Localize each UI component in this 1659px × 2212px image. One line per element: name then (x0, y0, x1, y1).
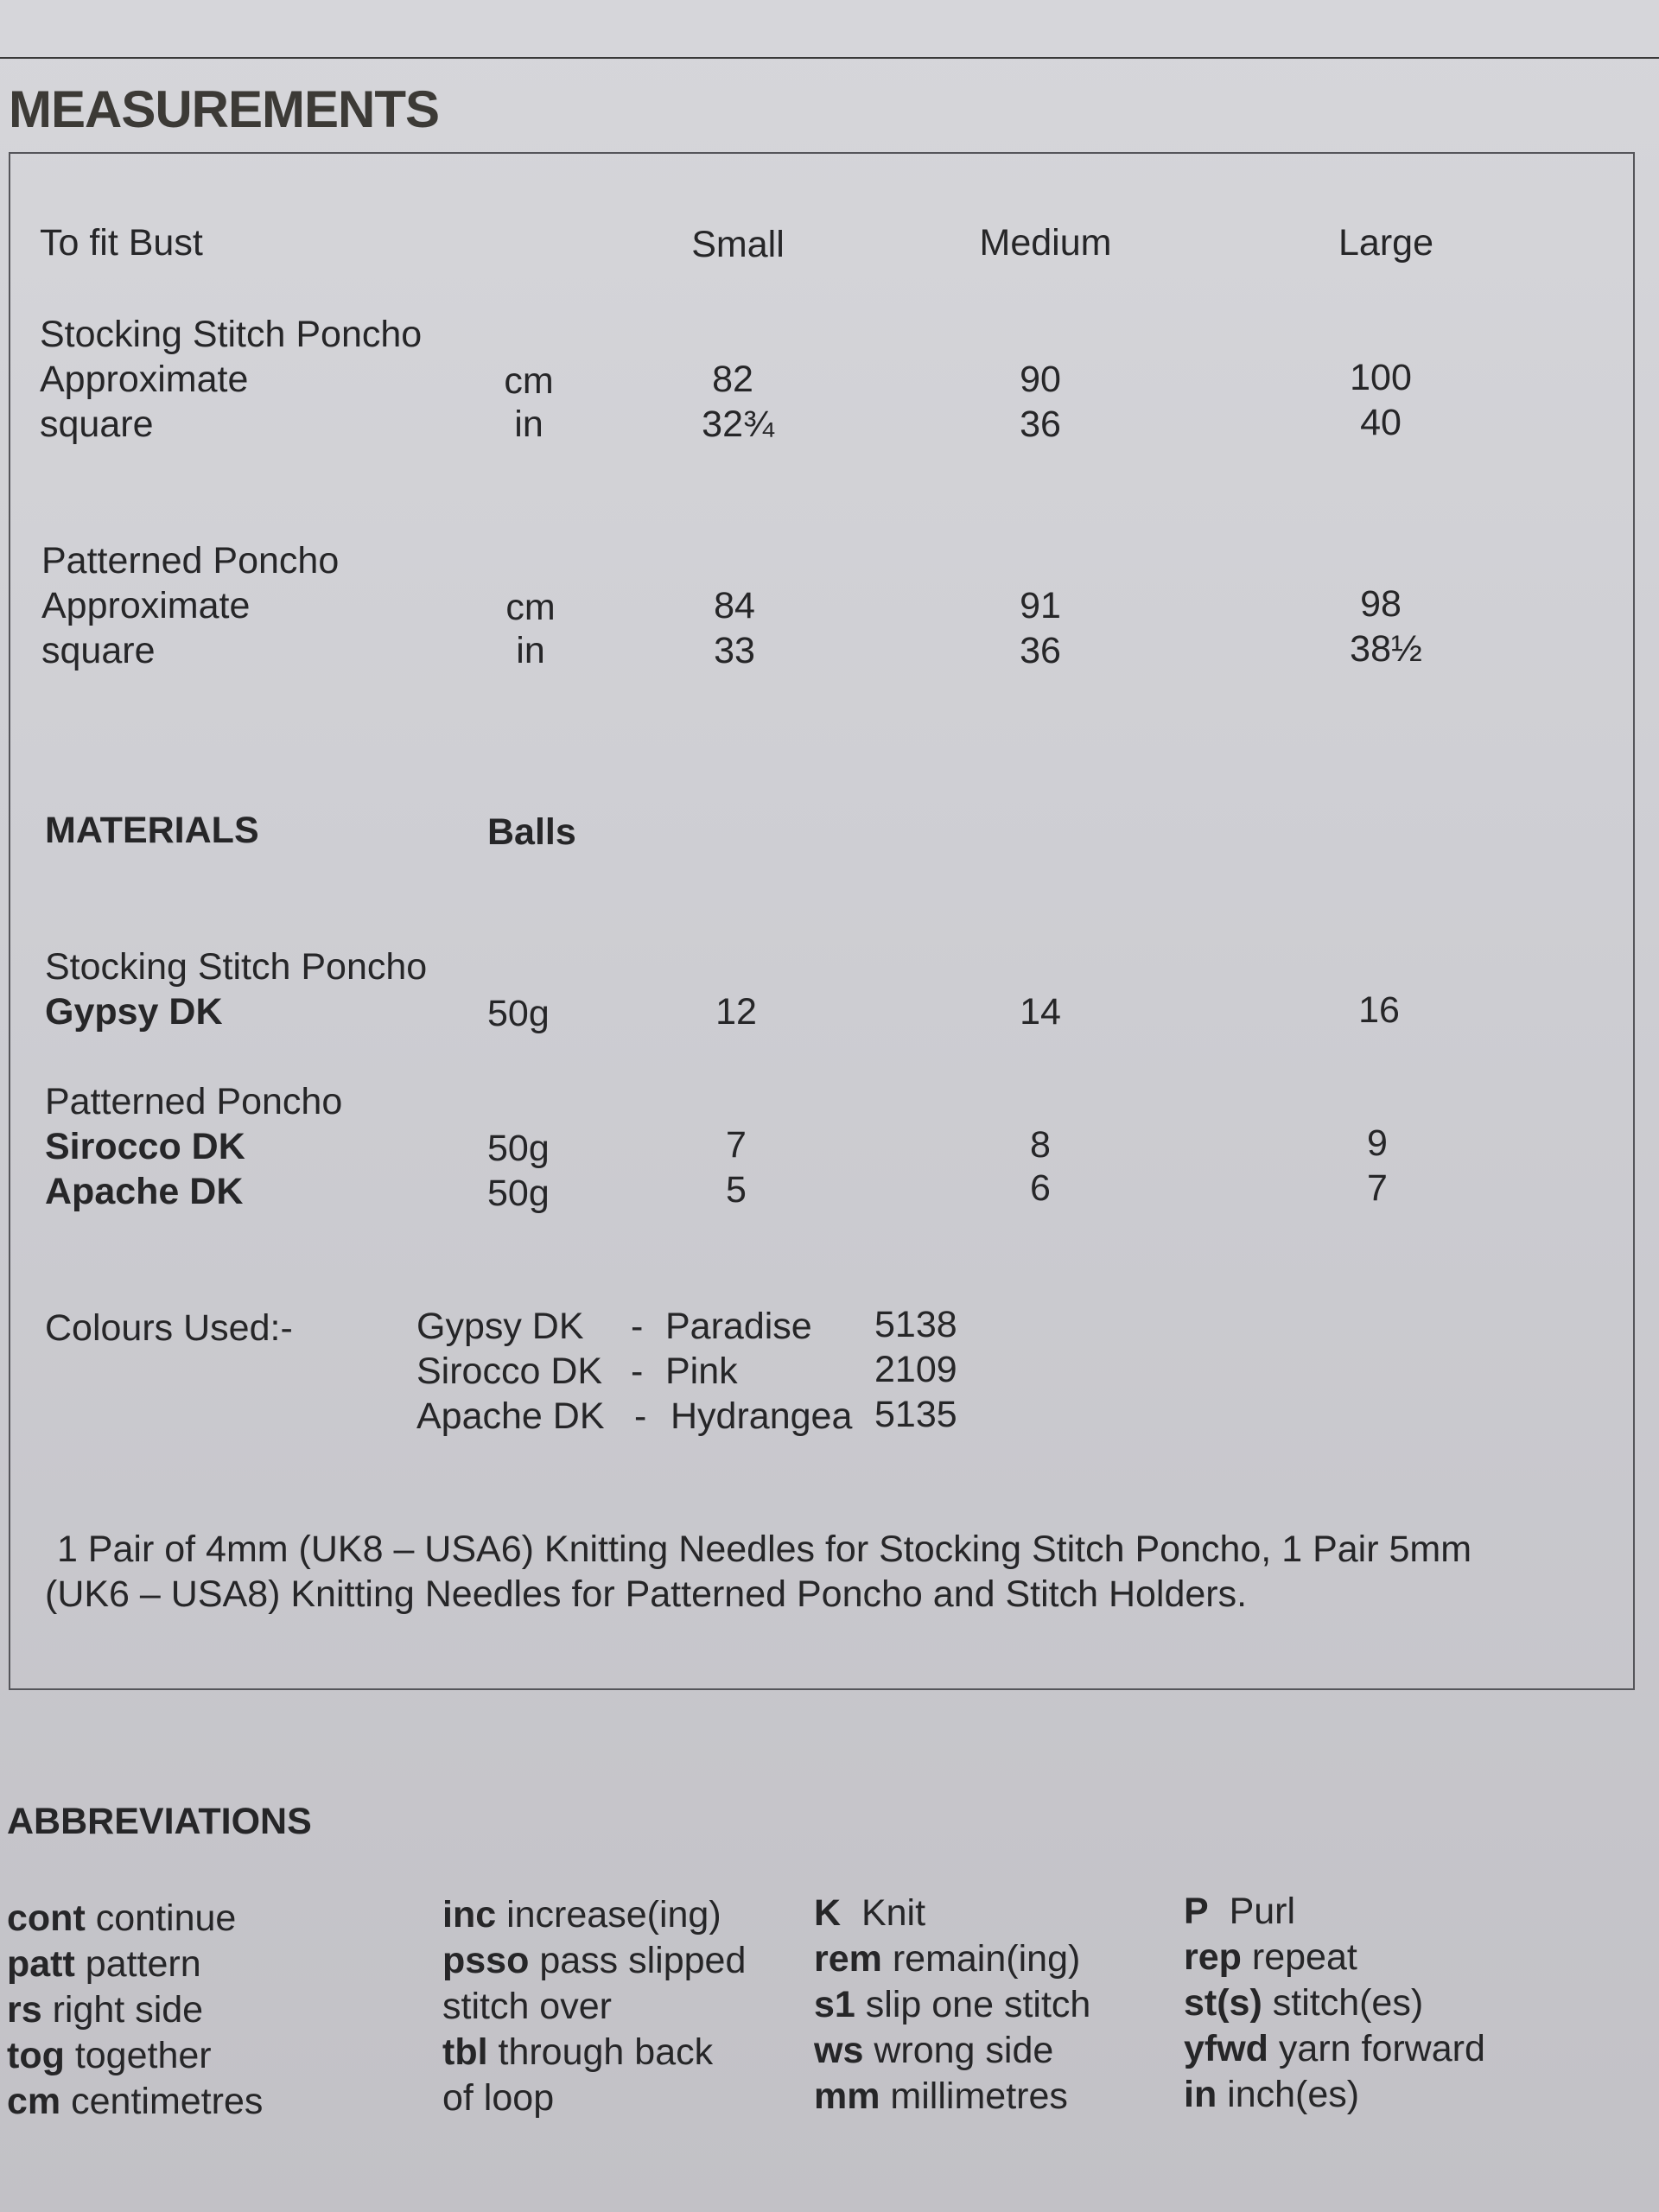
patterned-in-large: 38½ (1350, 628, 1422, 670)
sirocco-small: 7 (726, 1124, 747, 1166)
abbreviations-column-4 (1184, 1889, 1485, 2118)
abbreviation-item (814, 1936, 1090, 1982)
abbreviation-meaning: pattern (85, 1943, 201, 1985)
size-small: Small (691, 224, 785, 265)
abbreviation-meaning: continue (95, 1897, 237, 1939)
abbreviation-meaning: pass slipped (539, 1940, 747, 1981)
abbreviation-term: ws (814, 2030, 864, 2071)
abbreviation-meaning: centimetres (71, 2081, 264, 2122)
abbreviation-item (7, 2033, 263, 2079)
abbreviation-meaning: together (74, 2035, 212, 2076)
measurements-heading: MEASUREMENTS (9, 80, 440, 138)
patterned-cm-large: 98 (1360, 583, 1402, 625)
abbreviation-term: tog (7, 2035, 65, 2076)
balls-label: Balls (487, 811, 576, 853)
abbreviation-meaning: through back (498, 2031, 714, 2073)
abbreviations-column-1 (7, 1896, 263, 2125)
measurements-materials-box (9, 152, 1635, 1690)
abbreviation-term: cont (7, 1897, 86, 1939)
abbreviation-term: in (1184, 2074, 1217, 2115)
stocking-measure-line1: Approximate (40, 359, 249, 400)
abbreviation-meaning: stitch over (442, 1986, 612, 2027)
gypsy-small: 12 (715, 991, 757, 1033)
abbreviation-meaning: Purl (1218, 1891, 1296, 1932)
stocking-unit-cm: cm (504, 360, 554, 402)
abbreviation-meaning: of loop (442, 2077, 555, 2119)
colour-row-2-colour: Pink (665, 1351, 738, 1392)
abbreviations-heading: ABBREVIATIONS (7, 1801, 312, 1842)
abbreviations-column-2 (442, 1892, 746, 2121)
size-large: Large (1338, 222, 1433, 264)
abbreviation-meaning: millimetres (890, 2075, 1068, 2117)
abbreviation-item (442, 1984, 746, 2030)
patterned-unit-cm: cm (505, 587, 556, 628)
gypsy-yarn-name: Gypsy DK (45, 991, 223, 1033)
abbreviation-meaning: right side (52, 1989, 204, 2031)
abbreviation-item (1184, 1935, 1485, 1980)
colours-used-label: Colours Used:- (45, 1307, 293, 1349)
abbreviations-column-3 (814, 1891, 1090, 2120)
gypsy-large: 16 (1358, 989, 1400, 1031)
abbreviation-term: tbl (442, 2031, 488, 2073)
abbreviation-meaning: increase(ing) (506, 1894, 721, 1936)
patterned-measure-name: Patterned Poncho (41, 540, 340, 582)
abbreviation-item (442, 2030, 746, 2075)
abbreviation-meaning: wrong side (874, 2030, 1054, 2071)
colour-row-2-code: 2109 (874, 1349, 957, 1390)
sirocco-yarn-name: Sirocco DK (45, 1126, 245, 1167)
patterned-measure-line1: Approximate (41, 585, 251, 626)
stocking-measure-name: Stocking Stitch Poncho (40, 314, 423, 355)
apache-small: 5 (726, 1169, 747, 1211)
patterned-materials-name: Patterned Poncho (45, 1081, 343, 1122)
abbreviation-meaning: Knit (851, 1892, 926, 1934)
abbreviation-term: mm (814, 2075, 880, 2117)
colour-row-3-code: 5135 (874, 1394, 957, 1435)
abbreviation-term: P (1184, 1891, 1209, 1932)
abbreviation-item (7, 1942, 263, 1987)
sirocco-medium: 8 (1030, 1124, 1051, 1166)
abbreviation-meaning: yarn forward (1278, 2028, 1485, 2069)
sirocco-weight: 50g (487, 1128, 550, 1169)
needles-line-1: 1 Pair of 4mm (UK8 – USA6) Knitting Needles for Stocking Stitch Poncho, 1 Pair 5mm (47, 1529, 1472, 1570)
abbreviation-meaning: remain(ing) (892, 1938, 1081, 1980)
apache-large: 7 (1367, 1167, 1388, 1209)
abbreviation-term: yfwd (1184, 2028, 1268, 2069)
colour-row-2-yarn: Sirocco DK (416, 1351, 603, 1392)
apache-medium: 6 (1030, 1167, 1051, 1209)
abbreviation-item (442, 1892, 746, 1938)
patterned-cm-medium: 91 (1020, 585, 1061, 626)
abbreviation-term: rs (7, 1989, 42, 2031)
abbreviation-item (814, 1982, 1090, 2028)
stocking-cm-medium: 90 (1020, 359, 1061, 400)
abbreviation-item (814, 1891, 1090, 1936)
abbreviation-meaning: stitch(es) (1272, 1982, 1424, 2024)
stocking-materials-name: Stocking Stitch Poncho (45, 946, 428, 988)
stocking-in-large: 40 (1360, 402, 1402, 443)
colour-row-3-colour: Hydrangea (671, 1395, 853, 1437)
abbreviation-item (442, 2075, 746, 2121)
abbreviation-term: rem (814, 1938, 882, 1980)
stocking-cm-large: 100 (1350, 357, 1412, 398)
abbreviation-term: rep (1184, 1936, 1242, 1978)
patterned-cm-small: 84 (714, 585, 755, 626)
size-medium: Medium (979, 222, 1112, 264)
gypsy-weight: 50g (487, 993, 550, 1034)
colour-row-1-colour: Paradise (665, 1306, 812, 1347)
abbreviation-term: patt (7, 1943, 75, 1985)
abbreviation-item (1184, 2026, 1485, 2072)
abbreviation-item (814, 2074, 1090, 2120)
stocking-in-small: 32¾ (702, 404, 774, 445)
patterned-in-small: 33 (714, 630, 755, 671)
stocking-in-medium: 36 (1020, 404, 1061, 445)
apache-yarn-name: Apache DK (45, 1171, 244, 1212)
abbreviation-term: s1 (814, 1984, 855, 2025)
patterned-measure-line2: square (41, 630, 156, 671)
colour-row-3-dash: - (634, 1395, 647, 1437)
abbreviation-term: inc (442, 1894, 497, 1936)
patterned-in-medium: 36 (1020, 630, 1061, 671)
colour-row-3-yarn: Apache DK (416, 1395, 605, 1437)
abbreviation-term: K (814, 1892, 842, 1934)
abbreviation-item (814, 2028, 1090, 2074)
gypsy-medium: 14 (1020, 991, 1061, 1033)
abbreviation-item (7, 1896, 263, 1942)
abbreviation-meaning: slip one stitch (865, 1984, 1091, 2025)
apache-weight: 50g (487, 1173, 550, 1214)
colour-row-2-dash: - (631, 1351, 644, 1392)
sirocco-large: 9 (1367, 1122, 1388, 1164)
needles-line-2: (UK6 – USA8) Knitting Needles for Patterned Poncho and Stitch Holders. (45, 1573, 1248, 1615)
abbreviation-item (1184, 1980, 1485, 2026)
stocking-unit-in: in (514, 404, 543, 445)
abbreviation-item (1184, 2072, 1485, 2118)
abbreviation-item (7, 1987, 263, 2033)
abbreviation-item (442, 1938, 746, 1984)
top-rule (0, 57, 1659, 59)
abbreviation-meaning: repeat (1251, 1936, 1357, 1978)
stocking-measure-line2: square (40, 404, 154, 445)
colour-row-1-yarn: Gypsy DK (416, 1306, 584, 1347)
stocking-cm-small: 82 (712, 359, 753, 400)
abbreviation-term: psso (442, 1940, 530, 1981)
materials-heading: MATERIALS (45, 810, 259, 851)
abbreviation-term: cm (7, 2081, 61, 2122)
abbreviation-item (7, 2079, 263, 2125)
colour-row-1-dash: - (631, 1306, 644, 1347)
to-fit-bust-label: To fit Bust (40, 222, 203, 264)
patterned-unit-in: in (516, 630, 545, 671)
abbreviation-meaning: inch(es) (1227, 2074, 1360, 2115)
abbreviation-item (1184, 1889, 1485, 1935)
abbreviation-term: st(s) (1184, 1982, 1262, 2024)
colour-row-1-code: 5138 (874, 1304, 957, 1345)
